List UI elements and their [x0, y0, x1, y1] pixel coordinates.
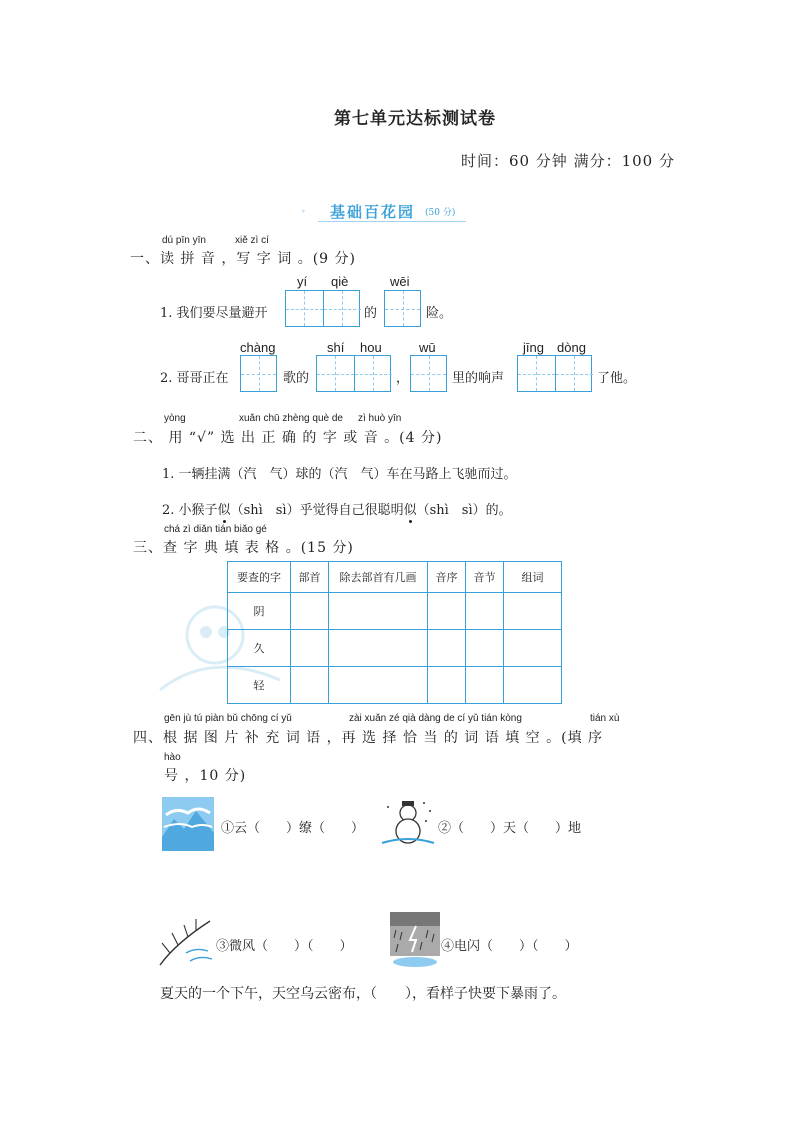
q2-line2-a: 2. 小猴子	[162, 503, 218, 518]
answer-cell[interactable]	[291, 593, 329, 630]
answer-cell[interactable]	[329, 630, 428, 667]
answer-grid-yiqie[interactable]	[285, 290, 360, 327]
q4-pinyin-2: zài xuǎn zé qià dàng de cí yǔ tián kòng	[349, 713, 522, 724]
q1-py-dong: dòng	[557, 340, 586, 355]
q4-pinyin-3: tián xù	[590, 713, 620, 724]
col-header: 部首	[291, 562, 329, 593]
answer-grid-wu[interactable]	[410, 355, 447, 392]
section-score: (50 分)	[425, 208, 456, 218]
page-title: 第七单元达标测试卷	[334, 109, 496, 129]
q2-line2-e: （shì sì）的。	[416, 503, 512, 518]
q3-pinyin: chá zì diǎn tián biǎo gé	[164, 524, 267, 535]
exam-meta	[461, 150, 675, 171]
breeze-branch-icon	[156, 913, 214, 969]
answer-cell[interactable]	[329, 667, 428, 704]
q4-item2: ②（ ）天（ ）地	[438, 821, 582, 836]
answer-cell[interactable]	[428, 667, 466, 704]
q1-item2-mid3: 里的响声	[452, 371, 505, 386]
q1-item2-pre: 2. 哥哥正在	[160, 371, 229, 386]
bulb-icon	[302, 199, 326, 223]
answer-cell[interactable]	[291, 630, 329, 667]
table-header-row	[228, 562, 562, 593]
q1-item2-mid2: ，	[396, 371, 410, 386]
q1-heading: 一、读 拼 音 ，写 字 词 。(9 分)	[130, 251, 356, 267]
time-limit: 时间：60 分钟	[460, 152, 568, 170]
answer-grid-wei[interactable]	[384, 290, 421, 327]
q1-item1-pre: 1. 我们要尽量避开	[160, 306, 268, 321]
answer-grid-shihou[interactable]	[316, 355, 391, 392]
col-header: 音节	[466, 562, 504, 593]
q3-heading: 三、查 字 典 填 表 格 。(15 分)	[133, 540, 354, 556]
cloudy-mountain-icon	[162, 797, 214, 851]
dictionary-table	[227, 561, 562, 704]
answer-cell[interactable]	[504, 593, 562, 630]
q1-pinyin-2: xiě zì cí	[235, 235, 269, 246]
q4-sentence: 夏天的一个下午，天空乌云密布，（ ），看样子快要下暴雨了。	[160, 986, 566, 1002]
q2-heading: 二、 用 “√” 选 出 正 确 的 字 或 音 。(4 分)	[133, 430, 443, 446]
q1-py-qie: qiè	[331, 274, 349, 289]
answer-grid-chang[interactable]	[240, 355, 277, 392]
table-row	[228, 667, 562, 704]
q4-heading-2: 号 ，10 分)	[164, 768, 247, 784]
q1-py-chang: chàng	[240, 340, 276, 355]
col-header: 除去部首有几画	[329, 562, 428, 593]
snowman-icon	[380, 797, 436, 847]
q4-item4: ④电闪（ ）（ ）	[441, 939, 578, 954]
q2-line2-b: 似	[218, 499, 231, 518]
answer-cell[interactable]	[329, 593, 428, 630]
answer-cell[interactable]	[466, 667, 504, 704]
q1-item1-mid: 的	[364, 306, 378, 321]
char-cell: 阴	[228, 593, 291, 630]
q2-line2-d: 似	[404, 499, 417, 518]
banner-underline	[318, 221, 466, 222]
q4-heading: 四、根 据 图 片 补 充 词 语 ，再 选 择 恰 当 的 词 语 填 空 。(填 序	[133, 730, 604, 746]
q1-py-yi: yí	[297, 274, 308, 289]
answer-grid-jingdong[interactable]	[517, 355, 592, 392]
q1-item2-post: 了他。	[597, 371, 637, 386]
char-cell: 久	[228, 630, 291, 667]
q1-py-hou: hou	[360, 340, 382, 355]
q1-py-wu: wū	[419, 340, 436, 355]
q2-line2	[162, 499, 512, 518]
q2-line2-c: （shì sì）乎觉得自己很聪明	[230, 503, 404, 518]
col-header: 音序	[428, 562, 466, 593]
answer-cell[interactable]	[504, 630, 562, 667]
q4-item1: ①云（ ）缭（ ）	[221, 821, 365, 836]
q2-line1: 1. 一辆挂满（汽 气）球的（汽 气）车在马路上飞驰而过。	[162, 467, 517, 482]
answer-cell[interactable]	[504, 667, 562, 704]
answer-cell[interactable]	[428, 630, 466, 667]
full-score: 满分：100 分	[573, 152, 675, 170]
section-banner: 基础百花园	[330, 203, 416, 221]
char-cell: 轻	[228, 667, 291, 704]
q1-pinyin-1: dú pīn yīn	[162, 235, 206, 246]
q4-pinyin-4: hào	[164, 752, 181, 763]
table-row	[228, 630, 562, 667]
thunderstorm-icon	[390, 912, 440, 968]
answer-cell[interactable]	[291, 667, 329, 704]
q2-pinyin-2: xuǎn chū zhèng què de	[239, 413, 343, 424]
q1-item1-post: 险。	[426, 306, 453, 321]
q1-py-wei: wēi	[390, 274, 410, 289]
q4-item3: ③微风（ ）（ ）	[216, 939, 353, 954]
q1-py-shi: shí	[327, 340, 345, 355]
answer-cell[interactable]	[428, 593, 466, 630]
q1-py-jing: jīng	[523, 340, 544, 355]
q1-item2-mid1: 歌的	[283, 371, 310, 386]
answer-cell[interactable]	[466, 630, 504, 667]
col-header: 要查的字	[228, 562, 291, 593]
q2-pinyin-3: zì huò yīn	[358, 413, 402, 424]
answer-cell[interactable]	[466, 593, 504, 630]
q4-pinyin-1: gēn jù tú piàn bǔ chōng cí yǔ	[164, 713, 292, 724]
q2-pinyin-1: yòng	[164, 413, 186, 424]
table-row	[228, 593, 562, 630]
col-header: 组词	[504, 562, 562, 593]
